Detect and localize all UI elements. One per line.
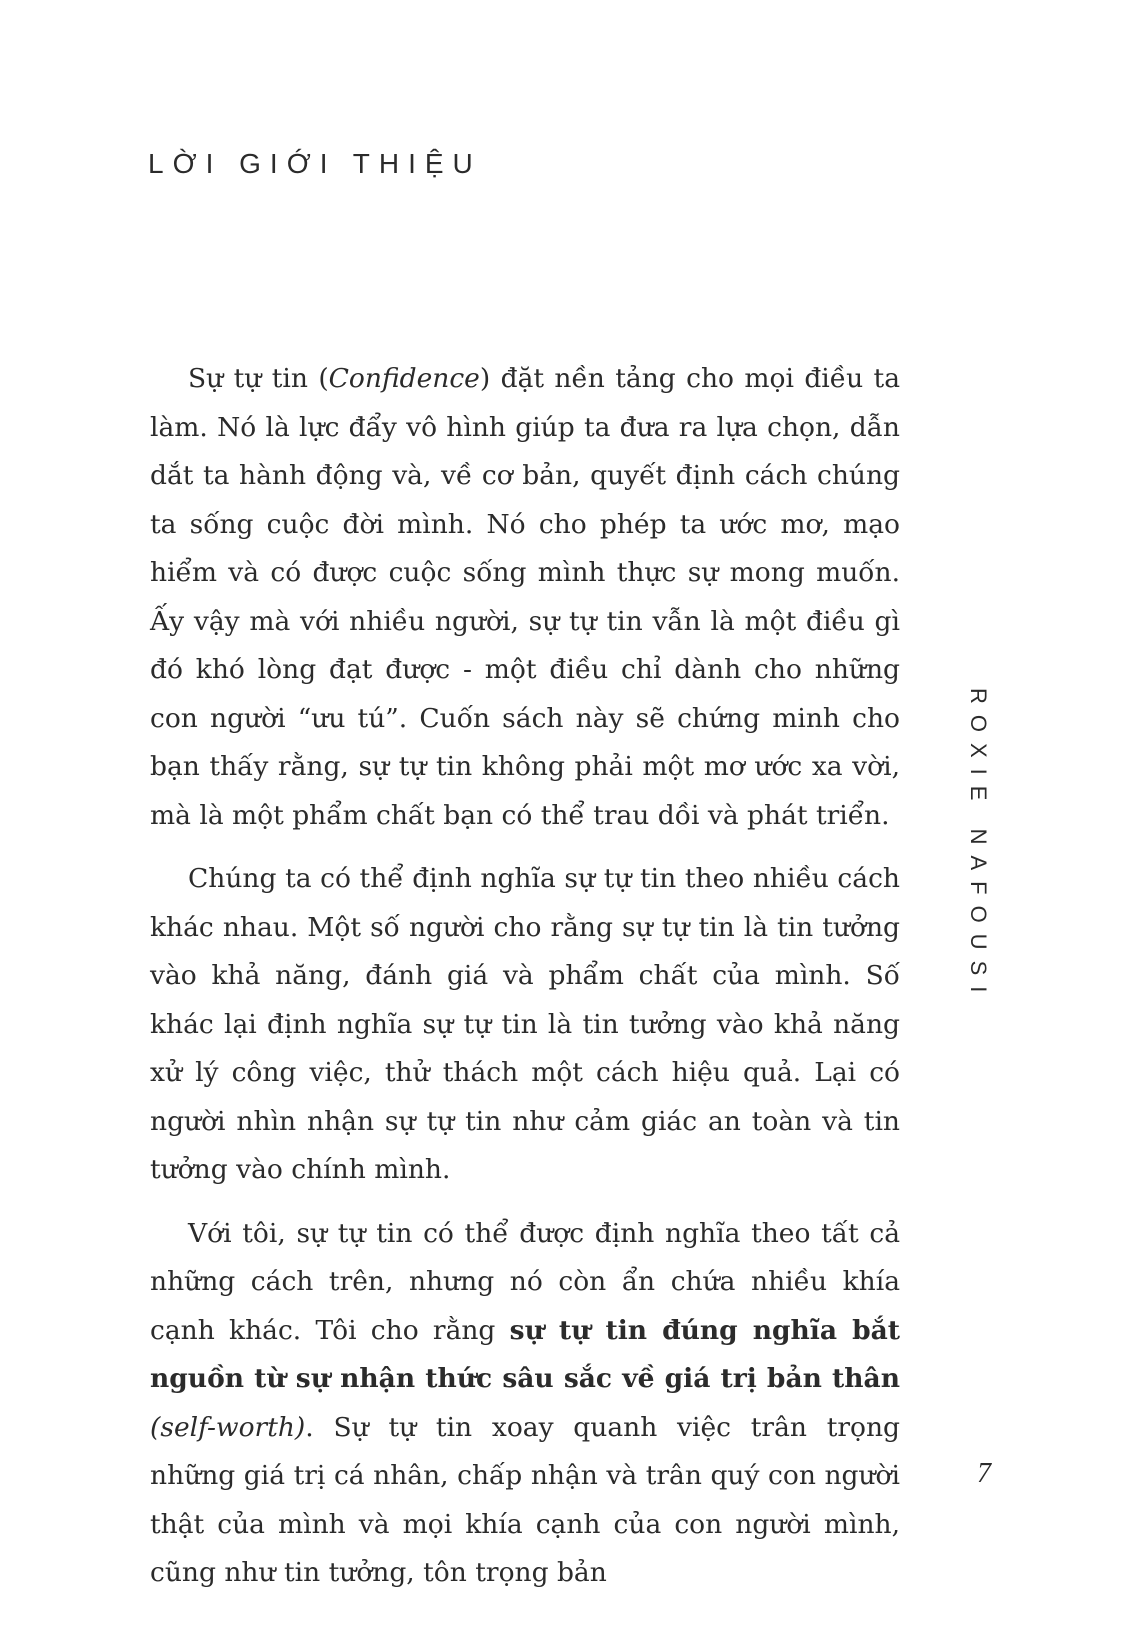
- paragraph-3-text-e: . Sự tự tin xoay quanh việc trân trọng những giá trị cá nhân, chấp nhận và trân quý con người thật của mình và mọi khía cạnh của con người mình, cũng như tin tưởng, tôn trọng bản: [150, 1411, 900, 1588]
- paragraph-3-italic-term: (self-worth): [150, 1411, 306, 1443]
- paragraph-1-italic-term: Confidence: [328, 363, 480, 394]
- running-author: ROXIE NAFOUSI: [966, 688, 991, 1004]
- body-text: [150, 355, 900, 1598]
- paragraph-1-text-c: ) đặt nền tảng cho mọi điều ta làm. Nó là lực đẩy vô hình giúp ta đưa ra lựa chọn, dẫn dắt ta hành động và, về cơ bản, quyết định cách chúng ta sống cuộc đời mình. Nó cho phép ta ước mơ, mạo hiểm và có được cuộc sống mình thực sự mong muốn. Ấy vậy mà với nhiều người, sự tự tin vẫn là một điều gì đó khó lòng đạt được - một điều chỉ dành cho những con người “ưu tú”. Cuốn sách này sẽ chứng minh cho bạn thấy rằng, sự tự tin không phải một mơ ước xa vời, mà là một phẩm chất bạn có thể trau dồi và phát triển.: [150, 363, 900, 831]
- paragraph-3-text-a: Với tôi, sự tự tin có thể được định nghĩa theo tất cả những cách trên, nhưng nó còn ẩn chứa nhiều khía cạnh khác. Tôi cho rằng: [150, 1217, 900, 1346]
- paragraph-2: Chúng ta có thể định nghĩa sự tự tin theo nhiều cách khác nhau. Một số người cho rằng sự tự tin là tin tưởng vào khả năng, đánh giá và phẩm chất của mình. Số khác lại định nghĩa sự tự tin là tin tưởng vào khả năng xử lý công việc, thử thách một cách hiệu quả. Lại có người nhìn nhận sự tự tin như cảm giác an toàn và tin tưởng vào chính mình.: [150, 863, 900, 1185]
- page-number: 7: [977, 1458, 991, 1489]
- paragraph-3-bold-phrase: sự tự tin đúng nghĩa bắt nguồn từ sự nhận thức sâu sắc về giá trị bản thân: [150, 1314, 901, 1394]
- paragraph-3: [150, 1210, 900, 1598]
- paragraph-1-text-a: Sự tự tin (: [188, 363, 329, 394]
- chapter-title: LỜI GIỚI THIỆU: [148, 148, 482, 179]
- paragraph-1: [150, 355, 900, 840]
